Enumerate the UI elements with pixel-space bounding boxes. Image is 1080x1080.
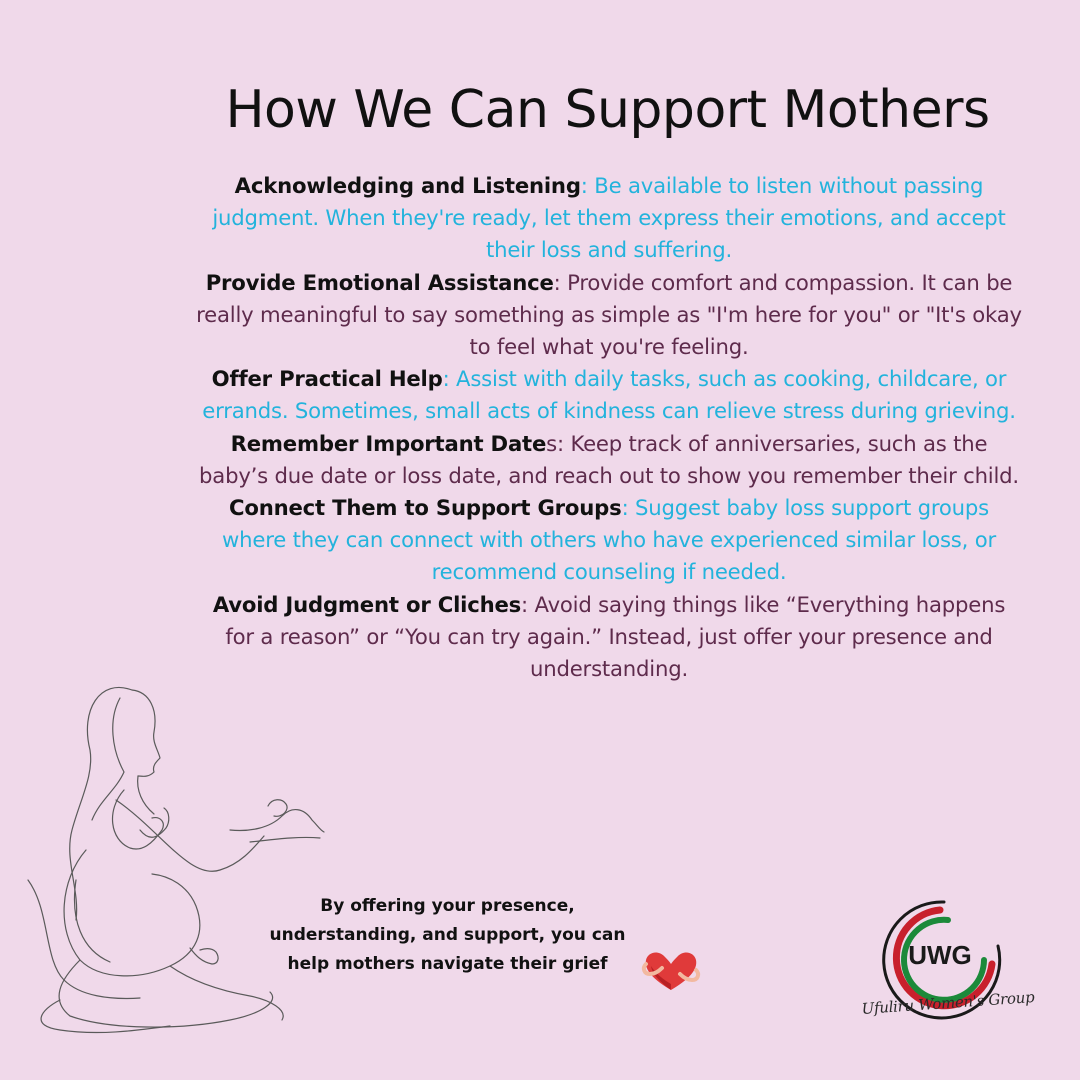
tip-heading: Remember Important Date — [230, 430, 547, 456]
tip-heading: Acknowledging and Listening — [234, 173, 581, 198]
tip-important-dates — [196, 428, 1022, 492]
closing-message: By offering your presence, understanding, and support, you can help mothers navigate their grief — [269, 896, 626, 974]
logo-initials: UWG — [908, 940, 972, 970]
tip-text: : Be available to listen without passing judgment. When they're ready, let them express their emotions, and accept their loss and suffering. — [212, 173, 1006, 263]
tip-text: : Provide comfort and compassion. It can be really meaningful to say something as simple as "I'm here for you" or "It's okay to feel what you're feeling. — [196, 269, 1022, 360]
tip-heading: Provide Emotional Assistance — [205, 269, 554, 295]
tip-heading-suffix: s — [546, 430, 557, 456]
tip-practical-help — [196, 363, 1022, 427]
pregnant-woman-line-art-icon — [20, 680, 340, 1040]
page-title: How We Can Support Mothers — [225, 80, 990, 140]
logo-tagline: Ufuliru Women's Group — [861, 987, 1035, 1019]
tip-support-groups — [196, 492, 1022, 589]
tip-avoid-judgment — [196, 589, 1022, 686]
tip-acknowledging-listening — [196, 170, 1022, 267]
tip-emotional-assistance — [196, 267, 1022, 364]
tip-text: : Keep track of anniversaries, such as the baby’s due date or loss date, and reach out to show you remember their child. — [199, 430, 1019, 488]
tip-heading: Offer Practical Help — [211, 366, 443, 392]
tip-text: : Assist with daily tasks, such as cooking, childcare, or errands. Sometimes, small acts of kindness can relieve stress during grieving. — [202, 366, 1016, 424]
heart-hug-icon — [640, 948, 702, 994]
tip-heading: Avoid Judgment or Cliches — [212, 591, 522, 617]
tip-text: : Avoid saying things like “Everything happens for a reason” or “You can try again.” Instead, just offer your presence and understanding. — [225, 591, 1006, 682]
tip-heading: Connect Them to Support Groups — [228, 495, 622, 521]
tip-text: : Suggest baby loss support groups where they can connect with others who have experienced similar loss, or recommend counseling if needed. — [222, 495, 996, 585]
support-tips-list — [196, 170, 1022, 685]
